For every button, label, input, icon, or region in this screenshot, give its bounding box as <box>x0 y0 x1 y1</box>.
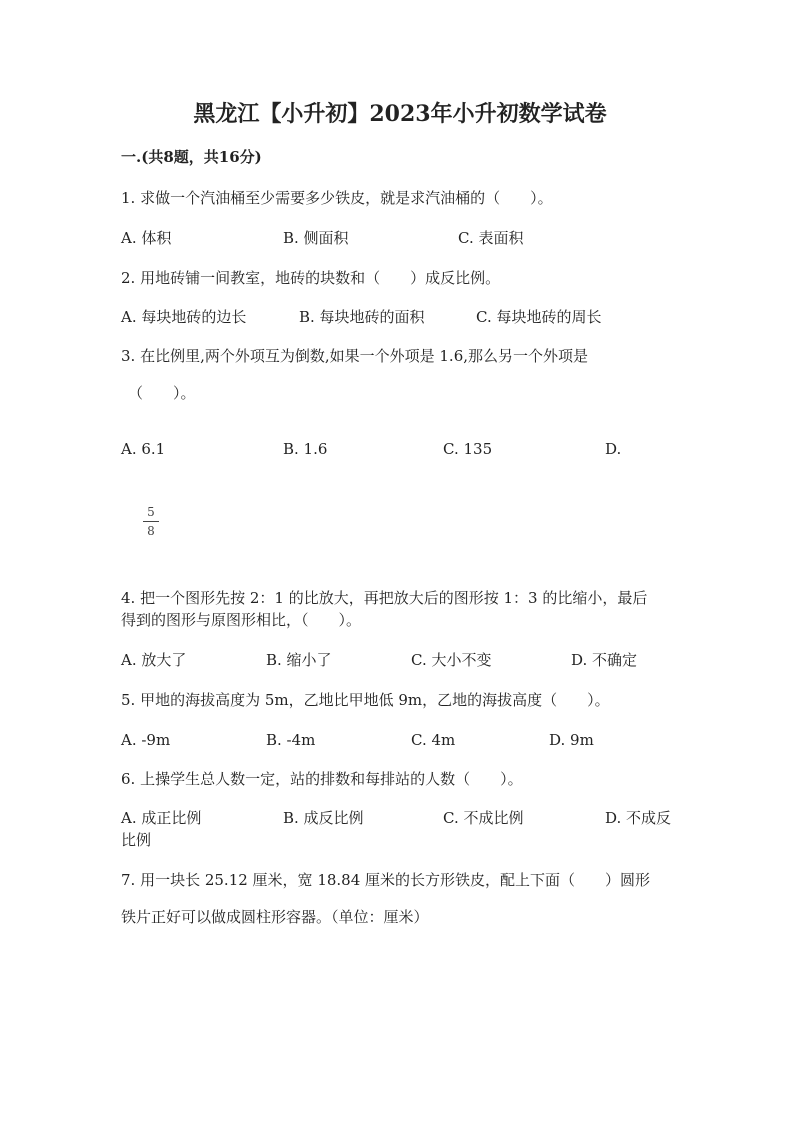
question-4-stem-line-2: 得到的图形与原图形相比，（ ）。 <box>121 611 362 629</box>
question-5-option-d: D. 9m <box>549 731 594 749</box>
question-2-option-b: B. 每块地砖的面积 <box>299 308 425 326</box>
fraction-denominator: 8 <box>147 524 155 538</box>
question-2-stem: 2. 用地砖铺一间教室，地砖的块数和（ ）成反比例。 <box>121 269 501 287</box>
question-1-option-a: A. 体积 <box>121 229 172 247</box>
question-6-option-a: A. 成正比例 <box>121 809 202 827</box>
question-1-option-c: C. 表面积 <box>458 229 524 247</box>
question-2-option-a: A. 每块地砖的边长 <box>121 308 247 326</box>
question-6-option-d: D. 不成反 <box>605 809 672 827</box>
question-3-option-d-fraction <box>143 505 159 538</box>
question-4-option-d: D. 不确定 <box>571 651 638 669</box>
question-5-option-a: A. -9m <box>121 731 171 749</box>
question-1-option-b: B. 侧面积 <box>283 229 349 247</box>
question-3-option-a: A. 6.1 <box>121 440 166 458</box>
question-6-option-c: C. 不成比例 <box>443 809 524 827</box>
question-5-stem: 5. 甲地的海拔高度为 5m，乙地比甲地低 9m，乙地的海拔高度（ ）。 <box>121 691 610 709</box>
question-4-option-c: C. 大小不变 <box>411 651 492 669</box>
question-7-stem-line-1: 7. 用一块长 25.12 厘米，宽 18.84 厘米的长方形铁皮，配上下面（ ）圆形 <box>121 871 651 889</box>
exam-title: 黑龙江【小升初】2023年小升初数学试卷 <box>193 101 607 127</box>
question-6-stem: 6. 上操学生总人数一定，站的排数和每排站的人数（ ）。 <box>121 770 523 788</box>
question-5-option-b: B. -4m <box>266 731 316 749</box>
question-3-stem-line-2: （ ）。 <box>128 384 196 402</box>
question-2-option-c: C. 每块地砖的周长 <box>476 308 602 326</box>
question-3-option-d: D. <box>605 440 622 458</box>
question-4-option-b: B. 缩小了 <box>266 651 332 669</box>
question-3-option-c: C. 135 <box>443 440 493 458</box>
question-4-stem-line-1: 4. 把一个图形先按 2：1 的比放大，再把放大后的图形按 1：3 的比缩小，最后 <box>121 589 648 607</box>
fraction-numerator: 5 <box>147 505 155 519</box>
question-1-stem: 1. 求做一个汽油桶至少需要多少铁皮，就是求汽油桶的（ ）。 <box>121 189 553 207</box>
question-5-option-c: C. 4m <box>411 731 456 749</box>
question-3-stem-line-1: 3. 在比例里,两个外项互为倒数,如果一个外项是 1.6,那么另一个外项是 <box>121 347 589 365</box>
question-3-option-b: B. 1.6 <box>283 440 328 458</box>
question-4-option-a: A. 放大了 <box>121 651 187 669</box>
question-6-option-d-continued: 比例 <box>121 831 152 849</box>
question-7-stem-line-2: 铁片正好可以做成圆柱形容器。（单位：厘米） <box>121 908 429 926</box>
fraction-bar <box>143 521 159 522</box>
section-heading: 一.(共8题，共16分) <box>121 148 262 166</box>
question-6-option-b: B. 成反比例 <box>283 809 364 827</box>
